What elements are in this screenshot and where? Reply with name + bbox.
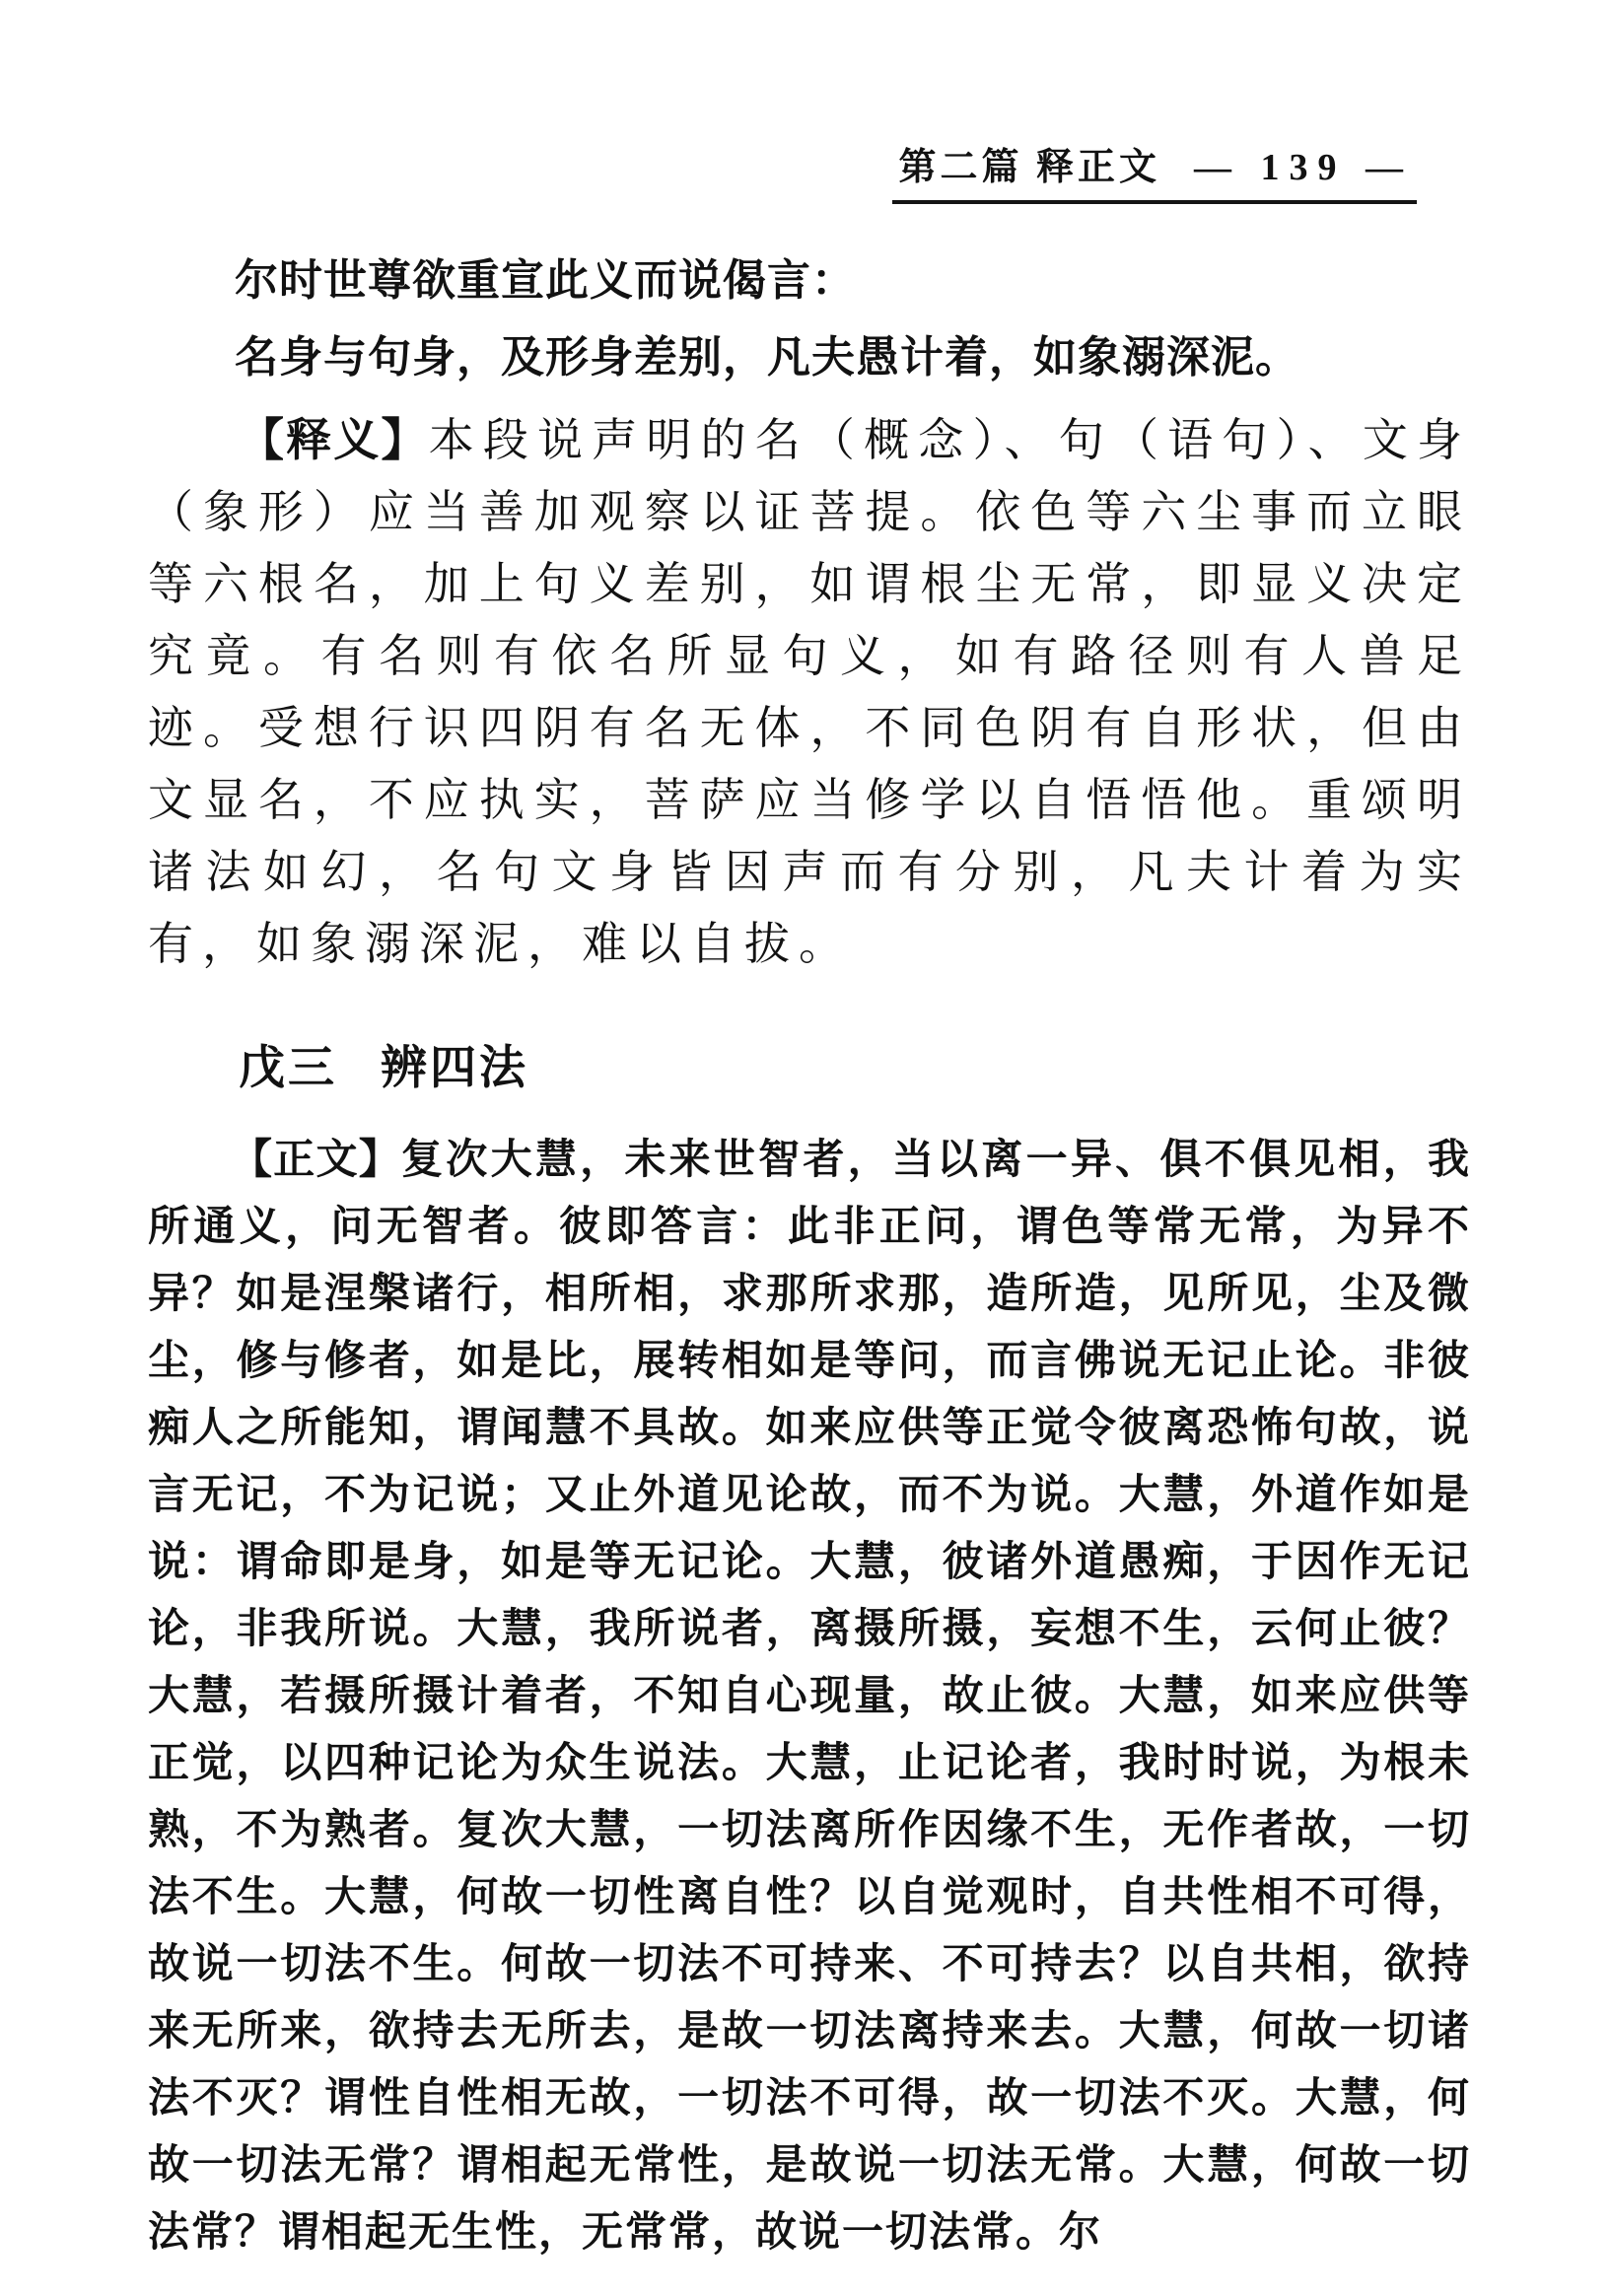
zhengwen-text: 复次大慧，未来世智者，当以离一异、俱不俱见相，我所通义，问无智者。彼即答言：此非正问，谓色等常无常，为异不异？如是涅槃诸行，相所相，求那所求那，造所造，见所见，尘及微尘，修与修者，如是比，展转相如是等问，而言佛说无记止论。非彼痴人之所能知，谓闻慧不具故。如来应供等正觉令彼离恐怖句故，说言无记，不为记说；又止外道见论故，而不为说。大慧，外道作如是说：谓命即是身，如是等无记论。大慧，彼诸外道愚痴，于因作无记论，非我所说。大慧，我所说者，离摄所摄，妄想不生，云何止彼？大慧，若摄所摄计着者，不知自心现量，故止彼。大慧，如来应供等正觉，以四种记论为众生说法。大慧，止记论者，我时时说，为根未熟，不为熟者。复次大慧，一切法离所作因缘不生，无作者故，一切法不生。大慧，何故一切性离自性？以自觉观时，自共性相不可得，故说一切法不生。何故一切法不可持来、不可持去？以自共相，欲持来无所来，欲持去无所去，是故一切法离持来去。大慧，何故一切诸法不灭？谓性自性相无故，一切法不可得，故一切法不灭。大慧，何故一切法无常？谓相起无常性，是故说一切法无常。大慧，何故一切法常？谓相起无生性，无常常，故说一切法常。尔 (148, 1136, 1471, 2255)
running-head (892, 136, 1417, 204)
verse-intro-line: 尔时世尊欲重宣此义而说偈言： (235, 256, 856, 305)
shiyi-label: 【释义】 (239, 414, 429, 465)
zhengwen-label: 【正文】 (231, 1136, 402, 1182)
shiyi-paragraph (148, 404, 1471, 980)
page-number: — 139 — (1194, 147, 1413, 188)
section-heading (239, 1041, 1471, 1096)
section-title: 辨四法 (381, 1043, 528, 1094)
text-column (148, 243, 1471, 2265)
zhengwen-paragraph (148, 1126, 1471, 2265)
shiyi-text: 本段说声明的名（概念）、句（语句）、文身（象形）应当善加观察以证菩提。依色等六尘事而立眼等六根名，加上句义差别，如谓根尘无常，即显义决定究竟。有名则有依名所显句义，如有路径则有人兽足迹。受想行识四阴有名无体，不同色阴有自形状，但由文显名，不应执实，菩萨应当修学以自悟悟他。重颂明诸法如幻，名句文身皆因声而有分别，凡夫计着为实有，如象溺深泥，难以自拔。 (148, 415, 1472, 969)
section-number: 戊三 (239, 1043, 337, 1094)
verse-line: 名身与句身，及形身差别，凡夫愚计着，如象溺深泥。 (235, 333, 1299, 382)
running-head-title: 第二篇 释正文 (898, 147, 1160, 188)
